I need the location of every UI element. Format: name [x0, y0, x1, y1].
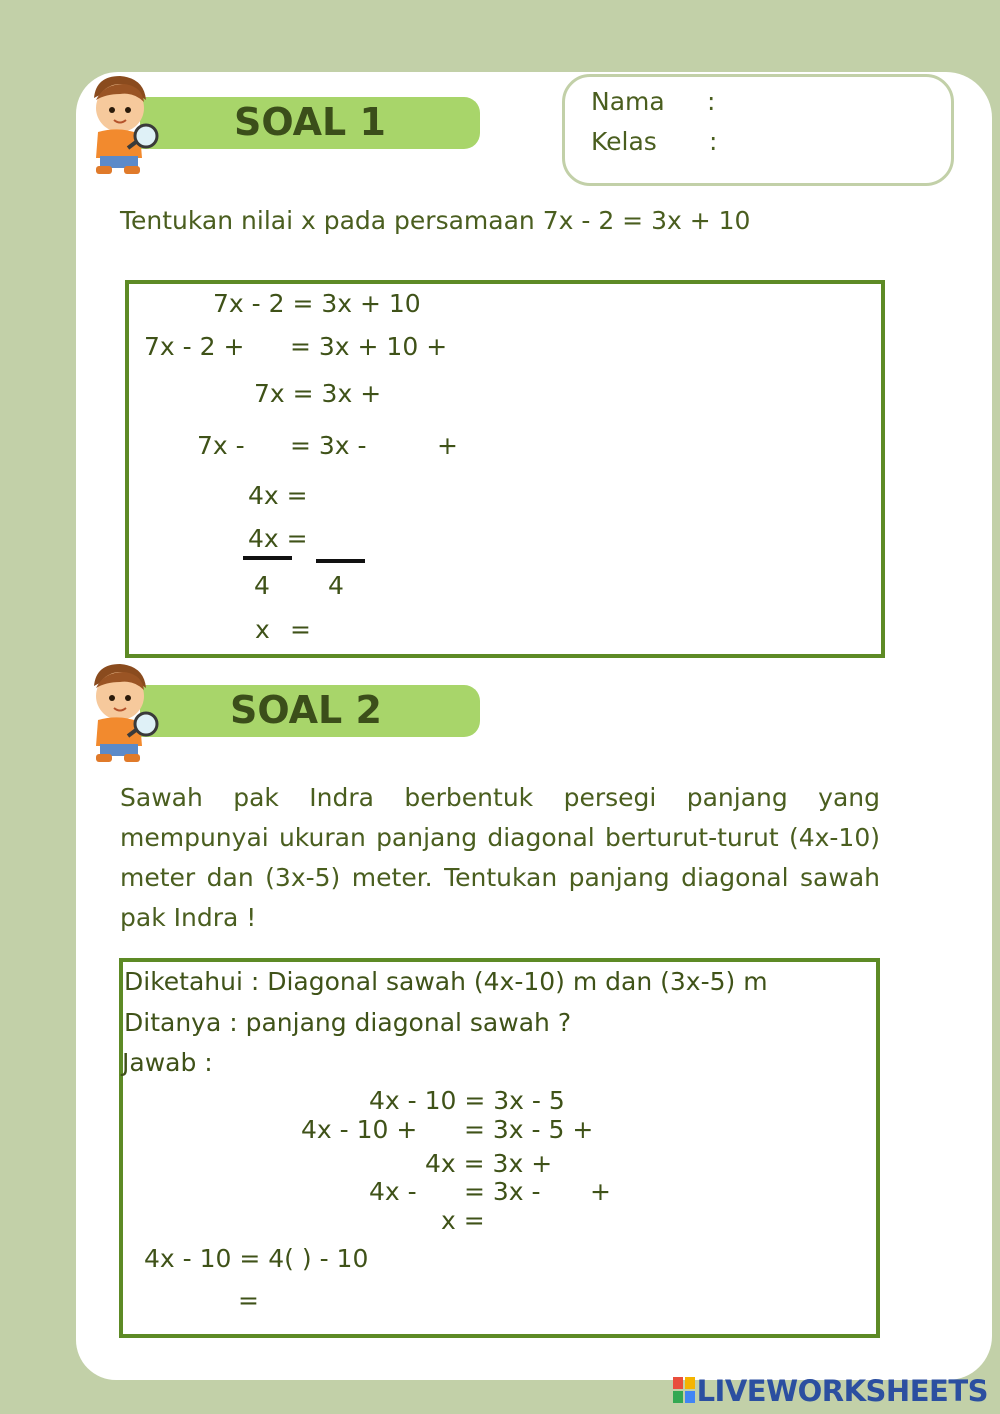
liveworksheets-logo[interactable]: [673, 1374, 988, 1408]
s2-line7: =: [238, 1286, 259, 1315]
s1-line8-eq: =: [290, 615, 311, 644]
kelas-label: Kelas: [591, 127, 657, 156]
s2-ditanya: Ditanya : panjang diagonal sawah ?: [124, 1008, 572, 1037]
s2-line3: 4x = 3x +: [425, 1149, 553, 1178]
s2-line4-mid: = 3x -: [464, 1177, 541, 1206]
s2-jawab: Jawab :: [122, 1048, 213, 1077]
nama-label: Nama: [591, 87, 665, 116]
s1-fraction-bar-left: [243, 556, 292, 560]
kid-magnifier-icon: [74, 70, 164, 180]
s2-line6: 4x - 10 = 4( ) - 10: [144, 1244, 369, 1273]
s1-line1: 7x - 2 = 3x + 10: [213, 289, 421, 318]
s1-line6: 4x =: [248, 524, 308, 553]
s1-denominator-left: 4: [254, 571, 270, 600]
logo-tiles-icon: [673, 1377, 695, 1403]
kelas-colon: :: [709, 127, 718, 156]
s2-line5: x =: [441, 1206, 485, 1235]
s2-diketahui: Diketahui : Diagonal sawah (4x-10) m dan (3x-5) m: [124, 967, 768, 996]
soal2-title: SOAL 2: [230, 688, 382, 732]
s2-line2-right: = 3x - 5 +: [464, 1115, 594, 1144]
nama-colon: :: [707, 87, 716, 116]
soal2-paragraph: Sawah pak Indra berbentuk persegi panjang yang mempunyai ukuran panjang diagonal berturut-turut (4x-10) meter dan (3x-5) meter. Tentukan panjang diagonal sawah pak Indra !: [120, 783, 880, 932]
soal1-title: SOAL 1: [234, 100, 386, 144]
s1-line3: 7x = 3x +: [254, 379, 382, 408]
s1-line5: 4x =: [248, 481, 308, 510]
s1-line4-left: 7x -: [197, 431, 245, 460]
s1-line4-mid: = 3x -: [290, 431, 367, 460]
s2-line2-left: 4x - 10 +: [301, 1115, 418, 1144]
s1-denominator-right: 4: [328, 571, 344, 600]
kid-magnifier-icon: [74, 658, 164, 768]
s2-line4-right: +: [590, 1177, 611, 1206]
s1-line8-x: x: [255, 615, 270, 644]
logo-text: LIVEWORKSHEETS: [696, 1374, 988, 1408]
s2-line4-left: 4x -: [369, 1177, 417, 1206]
soal1-question: Tentukan nilai x pada persamaan 7x - 2 = 3x + 10: [120, 206, 751, 235]
s1-line2-right: = 3x + 10 +: [290, 332, 448, 361]
s2-line1: 4x - 10 = 3x - 5: [369, 1086, 565, 1115]
s1-line4-right: +: [437, 431, 458, 460]
s1-line2-left: 7x - 2 +: [144, 332, 245, 361]
s1-fraction-bar-right: [316, 559, 365, 563]
student-info-card: [562, 74, 954, 186]
